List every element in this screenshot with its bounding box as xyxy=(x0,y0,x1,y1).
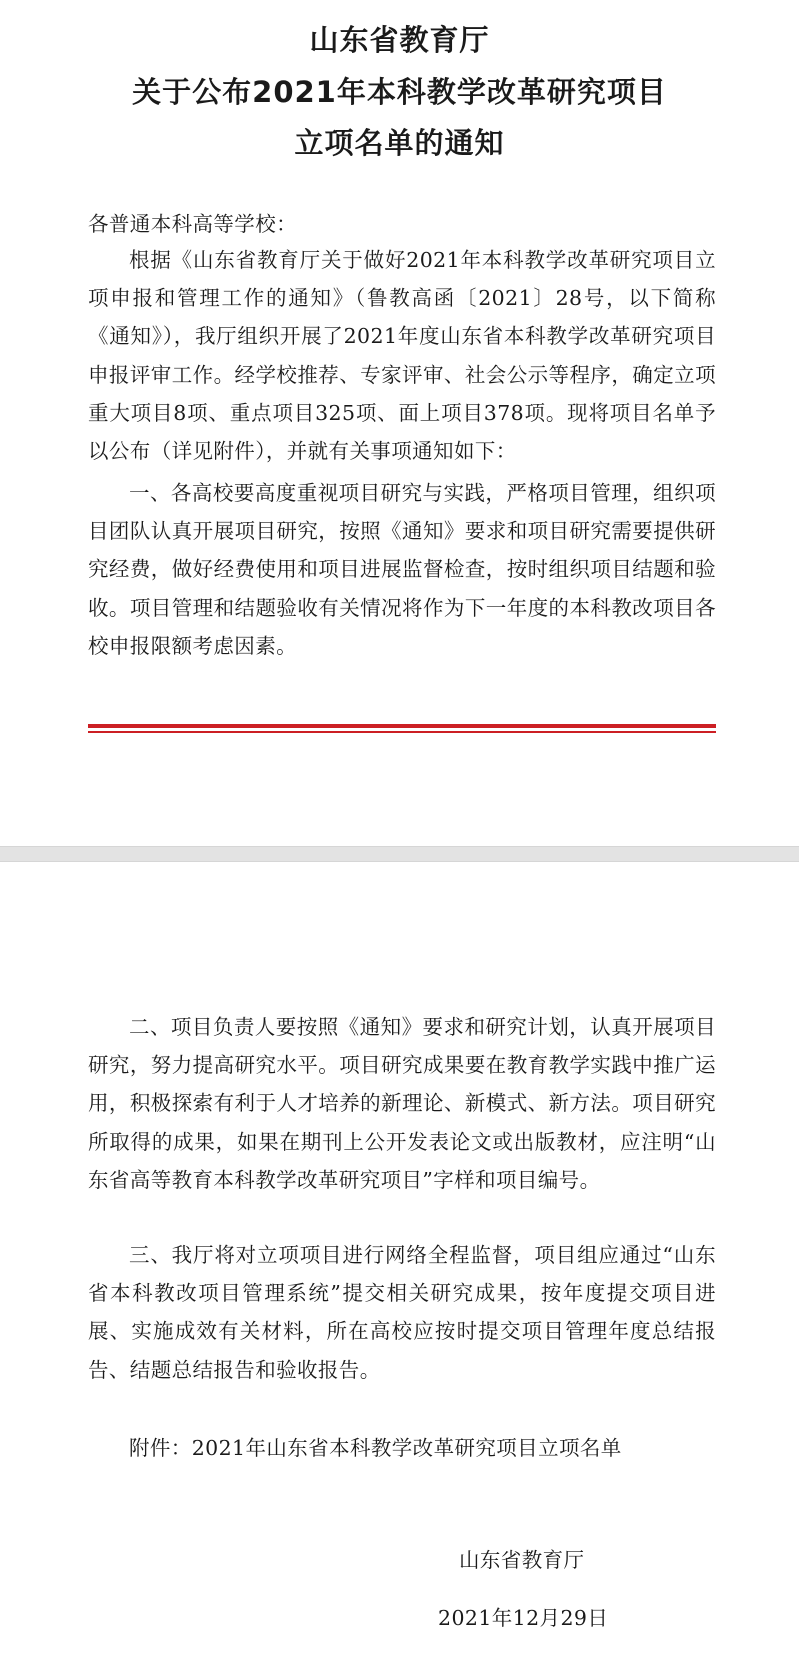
salutation: 各普通本科高等学校： xyxy=(88,212,297,236)
red-divider-thin-line xyxy=(88,731,716,733)
red-divider-thick-line xyxy=(88,724,716,728)
notice-title-line-2: 关于公布2021年本科教学改革研究项目 xyxy=(132,75,667,109)
notice-title-line-3: 立项名单的通知 xyxy=(294,126,505,160)
paragraph-item-one: 一、各高校要高度重视项目研究与实践，严格项目管理，组织项目团队认真开展项目研究，按照《通知》要求和项目研究需要提供研究经费，做好经费使用和项目进展监督检查，按时组织项目结题和验收。项目管理和结题验收有关情况将作为下一年度的本科教改项目各校申报限额考虑因素。 xyxy=(88,481,716,658)
signoff-date: 2021年12月29日 xyxy=(438,1606,609,1630)
paragraph-item-three: 三、我厅将对立项项目进行网络全程监督，项目组应通过“山东省本科教改项目管理系统”提交相关研究成果，按年度提交项目进展、实施成效有关材料，所在高校应按时提交项目管理年度总结报告、结题总结报告和验收报告。 xyxy=(88,1243,716,1382)
attachment-line: 附件：2021年山东省本科教学改革研究项目立项名单 xyxy=(129,1436,622,1460)
signoff-issuer: 山东省教育厅 xyxy=(459,1548,585,1572)
paragraph-item-two: 二、项目负责人要按照《通知》要求和研究计划，认真开展项目研究，努力提高研究水平。项目研究成果要在教育教学实践中推广运用，积极探索有利于人才培养的新理论、新模式、新方法。项目研究所取得的成果，如果在期刊上公开发表论文或出版教材，应注明“山东省高等教育本科教学改革研究项目”字样和项目编号。 xyxy=(88,1015,716,1192)
paragraph-intro: 根据《山东省教育厅关于做好2021年本科教学改革研究项目立项申报和管理工作的通知》（鲁教高函〔2021〕28号，以下简称《通知》），我厅组织开展了2021年度山东省本科教学改革研究项目申报评审工作。经学校推荐、专家评审、社会公示等程序，确定立项重大项目8项、重点项目325项、面上项目378项。现将项目名单予以公布（详见附件），并就有关事项通知如下： xyxy=(88,248,716,464)
document-page-2 xyxy=(0,862,799,1658)
page-separator xyxy=(0,846,799,862)
issuer-title: 山东省教育厅 xyxy=(309,23,490,57)
red-divider-rule xyxy=(88,724,716,733)
